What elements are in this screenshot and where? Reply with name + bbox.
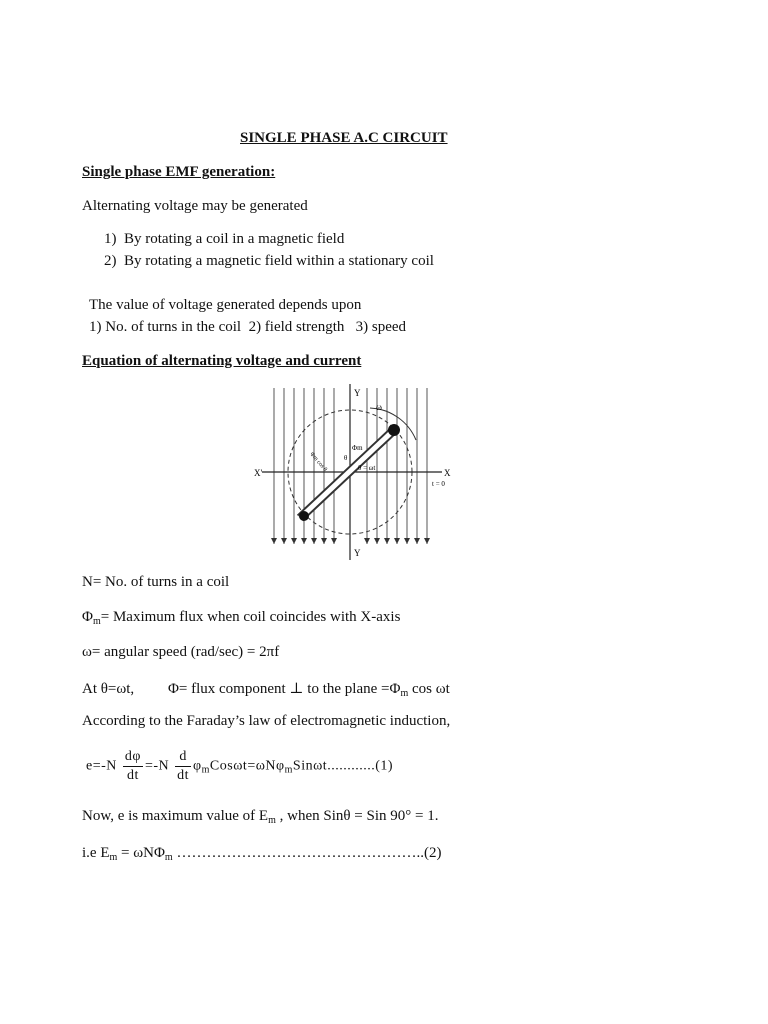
eq-lhs: e=-N: [86, 758, 117, 774]
phi-subscript: m: [92, 616, 101, 627]
em-eq-sub2: m: [164, 852, 173, 863]
em-eq-start: i.e E: [82, 845, 110, 861]
intro-text: Alternating voltage may be generated: [82, 198, 308, 214]
label-phi-m: Φm: [352, 444, 363, 452]
def-phi-m: [82, 609, 400, 627]
label-t-zero: t = 0: [432, 480, 445, 488]
em-eq-mid: = ωNΦ: [117, 845, 165, 861]
eq-phi: φ: [193, 758, 202, 774]
em-eq-dots: …………………………………………..(2): [172, 845, 442, 861]
max-value-condition: , when Sinθ = Sin 90° = 1.: [275, 808, 439, 824]
section-heading-emf: Single phase EMF generation:: [82, 164, 276, 180]
flux-component-text: Φ= flux component ⊥ to the plane =Φ: [167, 681, 401, 697]
eq-dots: ............(1): [327, 758, 394, 774]
depends-list: [89, 319, 406, 336]
eq-fraction-2: [175, 748, 191, 785]
label-x-left: X': [254, 468, 263, 478]
max-value-text: Now, e is maximum value of E: [82, 808, 269, 824]
eq-mid: =-N: [144, 758, 170, 774]
label-theta-eq: θ = ωt: [358, 464, 376, 472]
max-value-line: [82, 808, 438, 826]
label-cos: Φm cos θ: [308, 451, 328, 473]
label-omega: ω: [376, 402, 382, 412]
em-eq-sub1: m: [109, 852, 118, 863]
flux-component-cos: cos ωt: [408, 681, 450, 697]
label-theta: θ: [344, 454, 348, 462]
depends-item-1: 1) No. of turns in the coil: [89, 319, 242, 335]
at-theta-label: At θ=ωt,: [82, 681, 135, 697]
method-label-2: By rotating a magnetic field within a stationary coil: [124, 253, 434, 269]
flux-component-sub: m: [400, 688, 409, 699]
eq-cos: Cosωt=ωNφ: [209, 758, 285, 774]
label-y-bottom: Y: [354, 548, 361, 558]
eq-frac1-den: dt: [126, 768, 139, 783]
def-omega: ω= angular speed (rad/sec) = 2πf: [82, 644, 280, 660]
eq-frac2-num: d: [175, 748, 191, 767]
depends-intro: The value of voltage generated depends upon: [89, 297, 362, 313]
max-value-sub: m: [268, 815, 276, 826]
at-theta-line: [82, 679, 450, 699]
flux-component: [138, 681, 450, 697]
phi-definition: = Maximum flux when coil coincides with X-axis: [100, 609, 401, 625]
label-x-right: X: [444, 468, 451, 478]
label-y-top: Y: [354, 388, 361, 398]
section-heading-equation: Equation of alternating voltage and current: [82, 353, 362, 369]
depends-item-3: 3) speed: [355, 319, 407, 335]
eq-sin: Sinωt: [292, 758, 328, 774]
eq-sub-m: m: [201, 764, 210, 776]
method-item-2: 2) By rotating a magnetic field within a stationary coil: [104, 253, 434, 269]
method-item-1: 1) By rotating a coil in a magnetic field: [104, 231, 345, 247]
method-label-1: By rotating a coil in a magnetic field: [124, 231, 345, 247]
eq-frac2-den: dt: [177, 768, 190, 783]
eq-frac1-num: dφ: [123, 748, 143, 767]
page-title: SINGLE PHASE A.C CIRCUIT: [240, 130, 448, 146]
eq-sub-m2: m: [284, 764, 293, 776]
em-equation: [82, 845, 441, 863]
depends-item-2: 2) field strength: [248, 319, 345, 335]
rotating-coil-figure: [252, 382, 456, 562]
def-n: N= No. of turns in a coil: [82, 574, 230, 590]
emf-equation: [86, 748, 393, 785]
faraday-text: According to the Faraday’s law of electromagnetic induction,: [82, 713, 451, 729]
eq-fraction-1: [123, 748, 143, 785]
phi-symbol: Φ: [82, 609, 93, 625]
